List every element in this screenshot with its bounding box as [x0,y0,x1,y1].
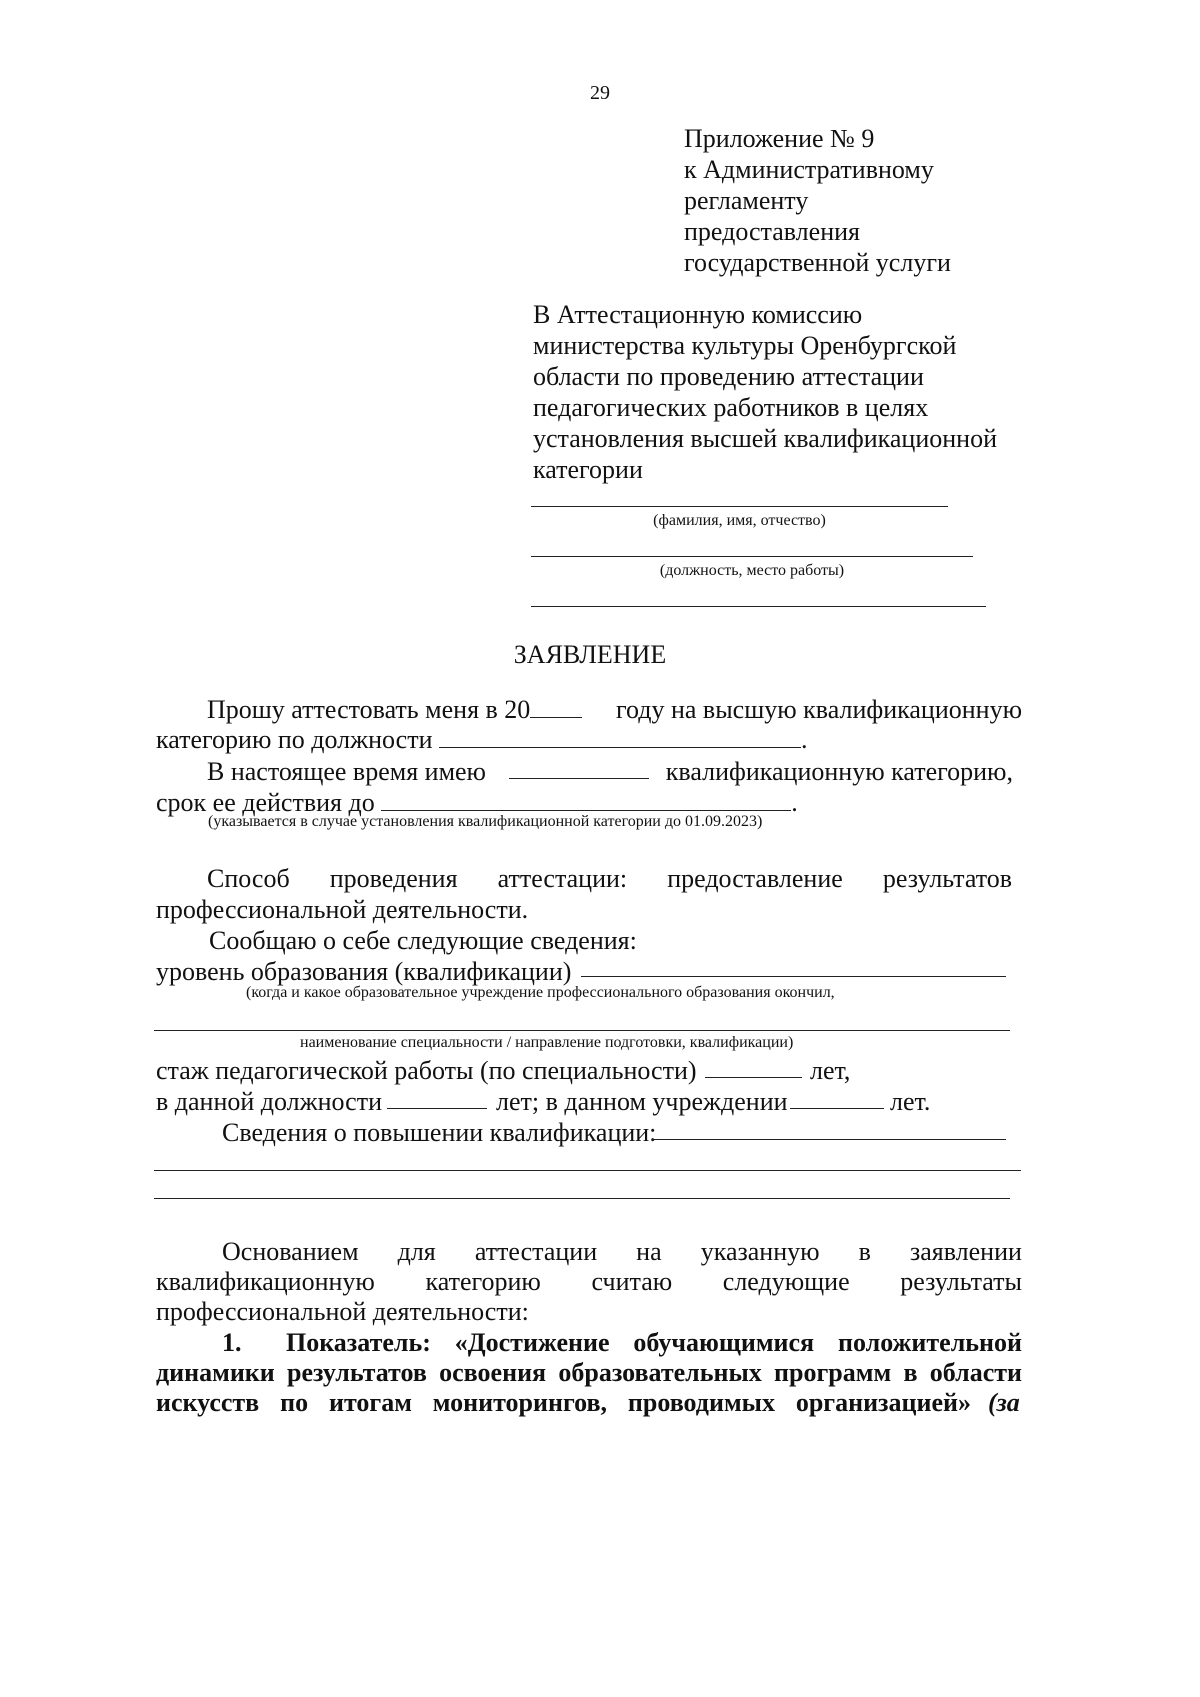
appendix-line: Приложение № 9 [684,124,875,153]
method-word: Способ [207,864,290,893]
note-education: (когда и какое образовательное учреждение профессионального образования окончил, [246,984,835,1001]
indicator-line-2: динамики результатов освоения образовательных программ в области [156,1358,1022,1387]
method-line-2: профессиональной деятельности. [156,895,529,924]
education-blank-2 [154,1030,1010,1031]
appendix-line: государственной услуги [684,248,951,277]
method-line-1 [207,862,1012,895]
training-blank [652,1139,1006,1140]
position-years-blank [387,1108,487,1109]
training-label: Сведения о повышении квалификации: [222,1118,657,1147]
education-blank [581,976,1006,977]
education-label: уровень образования (квалификации) [156,957,572,986]
position-years-label: в данной должности [156,1087,382,1116]
position-blank-line-2 [531,606,986,607]
fio-blank-line [531,506,948,507]
basis-word: квалификационную [156,1267,375,1296]
indicator-line-3: искусств по итогам мониторингов, проводимых организацией» [156,1388,971,1417]
category-blank [509,778,649,779]
position-blank [439,725,801,748]
basis-line-3: профессиональной деятельности: [156,1297,529,1326]
page-number: 29 [590,82,610,104]
appendix-line: регламенту [684,186,809,215]
document-title: ЗАЯВЛЕНИЕ [513,640,667,669]
training-blank-2 [154,1170,1021,1171]
method-word: проведения [329,864,458,893]
addressee-line: категории [533,455,643,484]
institution-years-label: лет; в данном учреждении [496,1087,788,1116]
method-word: предоставление [667,864,843,893]
p1-text-c: категорию по должности [156,725,433,754]
body-text: категорию по должности . [156,725,808,754]
experience-blank [705,1077,802,1078]
institution-years-unit: лет. [890,1087,931,1116]
validity-blank [381,788,791,811]
note-specialty: наименование специальности / направление подготовки, квалификации) [300,1034,794,1051]
experience-years: лет, [810,1056,851,1085]
basis-word: для [397,1237,436,1266]
indicator-line-3-italic: (за [988,1388,1020,1417]
basis-word: в [858,1237,871,1266]
institution-years-blank [790,1108,884,1109]
method-word: результатов [882,864,1012,893]
basis-word: считаю [591,1267,673,1296]
experience-label: стаж педагогической работы (по специальности) [156,1056,697,1085]
p1-text-b: году на высшую квалификационную [615,695,1022,724]
p1-text-a: Прошу аттестовать меня в 20 [207,695,531,724]
basis-word: следующие [722,1267,850,1296]
basis-word: аттестации [474,1237,598,1266]
p2-text-a: В настоящее время имею [207,757,486,786]
indicator-number: 1. [222,1328,242,1357]
fio-caption: (фамилия, имя, отчество) [653,512,826,529]
method-word: аттестации: [497,864,628,893]
basis-word: заявлении [909,1237,1022,1266]
addressee-line: В Аттестационную комиссию [533,300,863,329]
body-text [207,693,582,726]
appendix-line: к Административному [684,155,934,184]
indicator-line-1: Показатель: «Достижение обучающимися положительной [286,1328,1022,1357]
basis-word: на [636,1237,662,1266]
position-caption: (должность, место работы) [659,562,845,579]
p2-text-b: квалификационную категорию, [665,757,1013,786]
p2-text-c: срок ее действия до [156,788,375,817]
basis-word: Основанием [222,1237,359,1266]
basis-line-1 [222,1235,1022,1268]
basis-word: результаты [900,1267,1022,1296]
year-blank [530,695,582,718]
addressee-line: установления высшей квалификационной [533,424,998,453]
basis-word: указанную [700,1237,820,1266]
basis-word: категорию [425,1267,541,1296]
addressee-line: педагогических работников в целях [533,393,929,422]
addressee-line: области по проведению аттестации [533,362,924,391]
body-text: срок ее действия до . [156,788,798,817]
basis-line-2 [156,1265,1022,1298]
appendix-line: предоставления [684,217,860,246]
position-blank-line [531,556,973,557]
training-blank-3 [154,1198,1010,1199]
info-intro: Сообщаю о себе следующие сведения: [209,926,637,955]
addressee-line: министерства культуры Оренбургской [533,331,957,360]
note-validity: (указывается в случае установления квалификационной категории до 01.09.2023) [208,813,763,830]
